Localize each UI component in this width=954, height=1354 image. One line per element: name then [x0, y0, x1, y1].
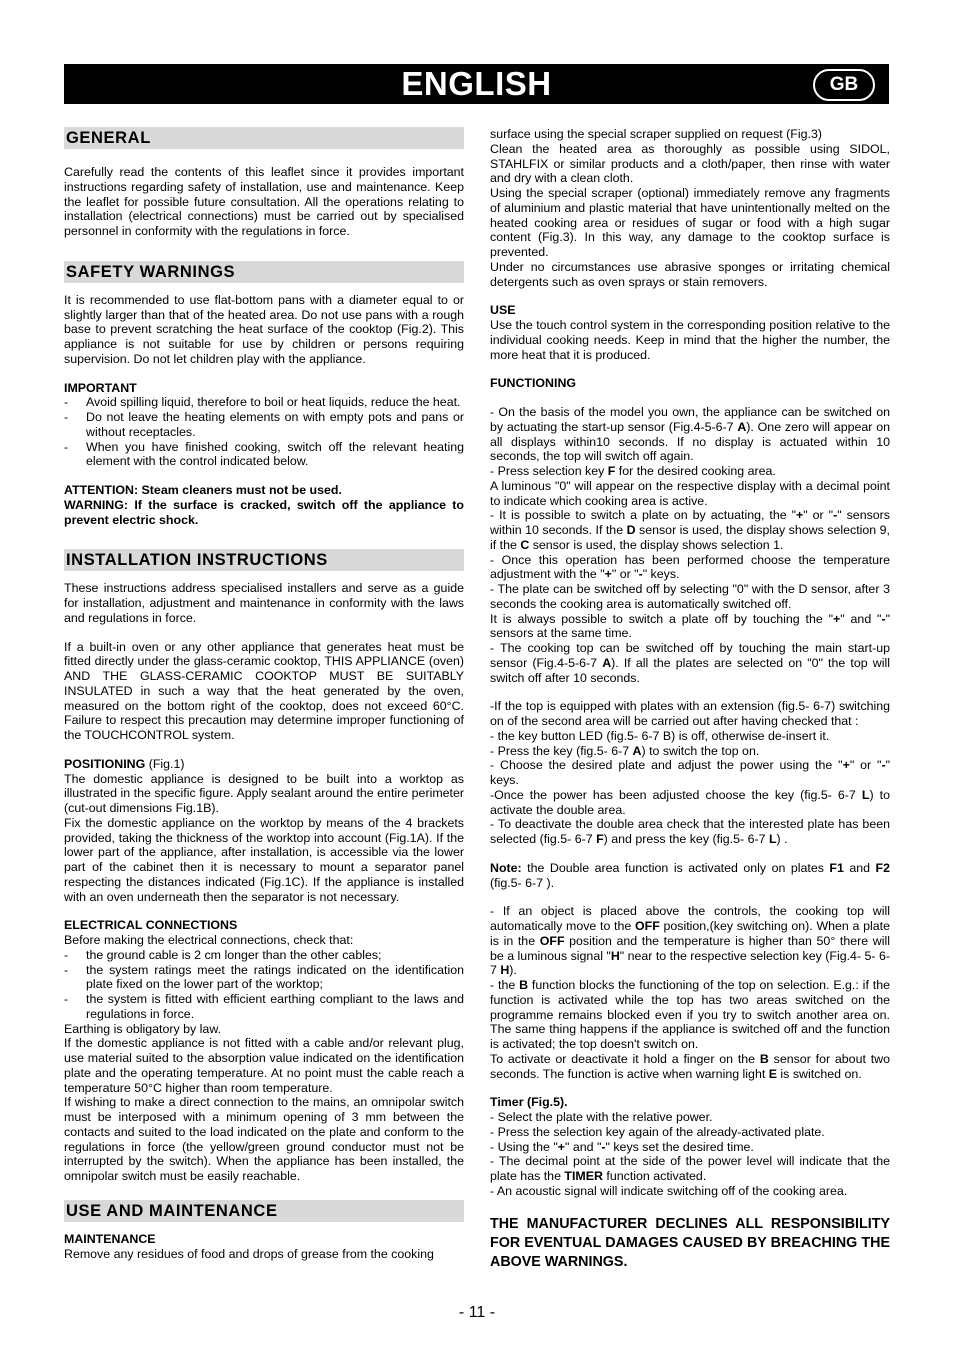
timer-step-4: - The decimal point at the side of the power level will indicate that the plate has the TIMER function activated.: [490, 1154, 890, 1183]
functioning-startup: - On the basis of the model you own, the appliance can be switched on by actuating the start-up sensor (Fig.4-5-6-7 A). One zero will appear on all displays within10 seconds. If no display is actuated within 10 seconds, the top will switch off again.: [490, 405, 890, 464]
page-number: - 11 -: [458, 1304, 496, 1321]
warning-text: WARNING: If the surface is cracked, switch off the appliance to prevent electric shock.: [64, 497, 464, 527]
list-item: - Avoid spilling liquid, therefore to boil or heat liquids, reduce the heat.: [64, 395, 464, 410]
important-label: IMPORTANT: [64, 380, 137, 395]
positioning-fig: (Fig.1): [145, 756, 185, 771]
timer-step-5: - An acoustic signal will indicate switching off of the cooking area.: [490, 1183, 848, 1198]
functioning-label: FUNCTIONING: [490, 376, 577, 391]
use-text: Use the touch control system in the corresponding position relative to the individual cooking needs. Keep in mind that the higher the number, the more heat that it is produced.: [490, 318, 890, 362]
extension-led: - the key button LED (fig.5- 6-7 B) is off, otherwise de-insert it.: [490, 728, 830, 743]
general-text: Carefully read the contents of this leaflet since it provides important instructions regarding safety of installation, use and maintenance. Keep the leaflet for possible future consultation. All the operations relating to installation (electrical connections) must be carried out by specialised personnel in conformity with the regulations in force.: [64, 165, 464, 238]
functioning-luminous: A luminous "0" will appear on the respective display with a decimal point to indicate which cooking area is active.: [490, 478, 890, 508]
use-label: USE: [490, 303, 516, 318]
page-title: ENGLISH: [401, 65, 552, 102]
extension-deactivate: - To deactivate the double area check that the interested plate has been selected (fig.5- 6-7 F) and press the key (fig.5- 6-7 L) .: [490, 817, 890, 846]
important-list: [64, 395, 464, 469]
maintenance-label: MAINTENANCE: [64, 1231, 156, 1246]
extension-intro: -If the top is equipped with plates with an extension (fig.5- 6-7) switching on of the second area will be carried out after having checked that :: [490, 699, 890, 728]
right-column: [490, 127, 890, 1272]
installation-intro: These instructions address specialised installers and serve as a guide for installation, adjustment and maintenance in conformity with the laws and regulations in force.: [64, 581, 464, 625]
timer-label: Timer (Fig.5).: [490, 1095, 568, 1110]
block-function-text: - the B function blocks the functioning of the top on selection. E.g.: if the function is activated while the top has two areas switched on the programme remains blocked even if you try to switch another area on. The same thing happens if the appliance is switched off and the function is activated; the top doesn't switch on.: [490, 978, 890, 1051]
timer-step-1: - Select the plate with the relative power.: [490, 1110, 713, 1124]
maintenance-text: Remove any residues of food and drops of grease from the cooking: [64, 1246, 434, 1261]
extension-choose: - Choose the desired plate and adjust the power using the "+" or "-" keys.: [490, 758, 890, 787]
functioning-main-off: - The cooking top can be switched off by touching the main start-up sensor (Fig.4-5-6-7 A). If all the plates are selected on "0" the top will switch off after 10 seconds.: [490, 641, 890, 685]
electrical-intro: Before making the electrical connections, check that:: [64, 933, 354, 947]
manufacturer-disclaimer: THE MANUFACTURER DECLINES ALL RESPONSIBILITY FOR EVENTUAL DAMAGES CAUSED BY BREACHING THE ABOVE WARNINGS.: [490, 1215, 890, 1270]
cleaning-text: Clean the heated area as thoroughly as possible using SIDOL, STAHLFIX or similar products and a cloth/paper, then rinse with water and dry with a clean cloth.: [490, 141, 890, 186]
list-item: - the system is fitted with efficient earthing compliant to the laws and regulations in force.: [64, 992, 464, 1022]
direct-connection-text: If wishing to make a direct connection to the mains, an omnipolar switch must be interposed with a minimum opening of 3 mm between the contacts and suited to the load indicated on the plate and conform to the regulations in force (the yellow/green ground conductor must not be interrupted by the switch). When the appliance has been installed, the omnipolar switch must be easily reachable.: [64, 1095, 464, 1183]
functioning-select: - Press selection key F for the desired cooking area.: [490, 464, 776, 478]
plug-text: If the domestic appliance is not fitted with a cable and/or relevant plug, use material suited to the absorption value indicated on the identification plate and the operating temperature. At no point must the cable reach a temperature 50°C higher than room temperature.: [64, 1036, 464, 1095]
positioning-text-2: Fix the domestic appliance on the worktop by means of the 4 brackets provided, taking the thickness of the worktop into account (Fig.1A). If the lower part of the appliance, after installation, is accessible via the lower part of the cabinet then it is necessary to mount a separator panel respecting the distances indicated (Fig.1C). If the appliance is installed with an oven underneath then the separator is not necessary.: [64, 815, 464, 904]
left-column: [64, 127, 464, 1261]
list-item: - Do not leave the heating elements on with empty pots and pans or without receptacles.: [64, 410, 464, 440]
positioning-heading: [64, 757, 464, 772]
earthing-text: Earthing is obligatory by law.: [64, 1021, 222, 1036]
list-item: - When you have finished cooking, switch off the relevant heating element with the control indicated below.: [64, 440, 464, 470]
abrasive-warning: Under no circumstances use abrasive sponges or irritating chemical detergents such as oven sprays or stain removers.: [490, 259, 890, 289]
electrical-label: ELECTRICAL CONNECTIONS: [64, 918, 238, 933]
positioning-text: The domestic appliance is designed to be built into a worktop as illustrated in the specific figure. Apply sealant around the entire perimeter (cut-out dimensions Fig.1B).: [64, 771, 464, 815]
heading-safety-warnings: SAFETY WARNINGS: [64, 261, 464, 283]
electrical-list: [64, 948, 464, 1022]
installation-oven: If a built-in oven or any other appliance that generates heat must be fitted directly under the glass-ceramic cooktop, THIS APPLIANCE (oven) AND THE GLASS-CERAMIC COOKTOP MUST BE SUITABLY INSULATED in such a way that the heat generated by the oven, measured on the bottom right of the cooktop, does not exceed 60°C. Failure to respect this precaution may determine improper functioning of the TOUCHCONTROL system.: [64, 639, 464, 742]
language-badge: GB: [813, 69, 875, 101]
list-item: - the system ratings meet the ratings indicated on the identification plate fixed on the lower part of the worktop;: [64, 963, 464, 993]
heading-general: GENERAL: [64, 127, 464, 149]
language-banner: [64, 64, 889, 104]
scraper-text: Using the special scraper (optional) immediately remove any fragments of aluminium and plastic material that have unintentionally melted on the heated cooking area or residues of sugar or food with a high sugar content (Fig.3). In this way, any damage to the cooktop surface is prevented.: [490, 186, 890, 259]
functioning-temperature: - Once this operation has been performed choose the temperature adjustment with the "+" or "-" keys.: [490, 552, 890, 582]
block-activate-text: To activate or deactivate it hold a finger on the B sensor for about two seconds. The function is active when warning light E is switched on.: [490, 1051, 890, 1081]
timer-step-2: - Press the selection key again of the already-activated plate.: [490, 1124, 825, 1139]
extension-press: - Press the key (fig.5- 6-7 A) to switch the top on.: [490, 743, 760, 758]
maintenance-continued: surface using the special scraper supplied on request (Fig.3): [490, 127, 822, 141]
object-detection-text: - If an object is placed above the controls, the cooking top will automatically move to the OFF position,(key switching on). When a plate is in the OFF position and the temperature is higher than 50° there will be a luminous signal "H" near to the respective selection key (Fig.4- 5- 6-7 H).: [490, 904, 890, 978]
heading-use-maintenance: USE AND MAINTENANCE: [64, 1200, 464, 1222]
functioning-plate-on: - It is possible to switch a plate on by actuating, the "+" or "-" sensors within 10 seconds. If the D sensor is used, the display shows selection 9, if the C sensor is used, the display shows selection 1.: [490, 508, 890, 552]
positioning-label: POSITIONING: [64, 756, 146, 771]
functioning-switch-off-both: It is always possible to switch a plate off by touching the "+" and "-" sensors at the same time.: [490, 611, 891, 641]
list-item: - the ground cable is 2 cm longer than the other cables;: [64, 948, 464, 963]
extension-activate: -Once the power has been adjusted choose the key (fig.5- 6-7 L) to activate the double area.: [490, 787, 890, 817]
functioning-switch-off: - The plate can be switched off by selecting "0" with the D sensor, after 3 seconds the cooking area is automatically switched off.: [490, 582, 890, 611]
safety-text: It is recommended to use flat-bottom pans with a diameter equal to or slightly larger than that of the heated area. Do not use pans with a rough base to prevent scratching the heat surface of the cooktop (Fig.2). This appliance is not suitable for use by children or persons requiring supervision. Do not let children play with the appliance.: [64, 292, 464, 366]
attention-text: ATTENTION: Steam cleaners must not be used.: [64, 483, 342, 497]
timer-step-3: - Using the "+" and "-" keys set the desired time.: [490, 1139, 754, 1154]
double-area-note: Note: the Double area function is activated only on plates F1 and F2 (fig.5- 6-7 ).: [490, 860, 891, 890]
heading-installation: INSTALLATION INSTRUCTIONS: [64, 549, 464, 571]
